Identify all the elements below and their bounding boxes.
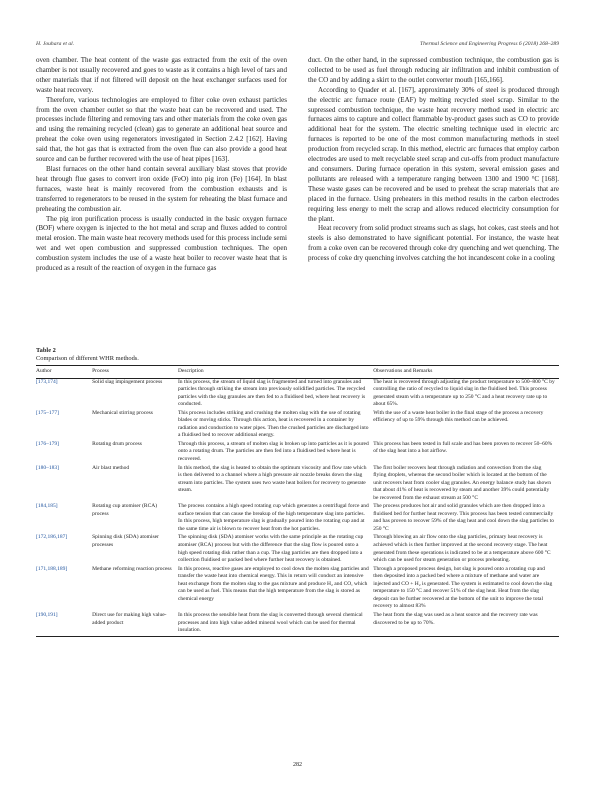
- remarks-cell: Through a proposed process design, hot slag is poured onto a rotating cup and then deposited into a packed bed where a mixture of methane and water are injected and CO + H₂ is generated. The system is estimated to cool down the slag temperature to 150 °C and recover 51% of the slag heat. Heat from the slag deposit can be further recovered at the bottom of the unit to improve the total recovery to almost 83%: [373, 565, 553, 610]
- table-caption: [36, 347, 139, 363]
- process-cell: Air blast method: [92, 464, 130, 471]
- process-cell: Solid slag impingement process: [92, 378, 163, 385]
- table-header-row: [36, 366, 559, 379]
- paragraph: Heat recovery from solid product streams such as slags, hot cokes, cast steels and hot steels is also demonstrated to have significant potential. For instance, the waste heat from a coke oven can be recovered through coke dry quenching and wet quenching. The process of coke dry quenching involves catching the hot incandescent coke in a cooling: [308, 224, 559, 263]
- description-cell: This process includes striking and crushing the molten slag with the use of rotating blades or moving sticks. Through this action, heat is recovered in a container by radiation and conduction to water pipes. Then the crushed particles are discharged into a fluidised bed to recover additional energy.: [177, 409, 369, 439]
- left-text-column: [36, 56, 287, 274]
- process-cell: Methane reforming reaction process: [92, 565, 172, 572]
- description-cell: The process contains a high speed rotating cup which generates a centrifugal force and surface tension that can cause the breakup of the high temperature slag into particles. In this process, high temperature slag is gradually poured into the rotating cup and at the same time air is blown to recover heat from the hot particles.: [177, 503, 369, 532]
- column-header-observations: Observations and Remarks: [373, 366, 559, 379]
- description-cell: In this method, the slag is heated to obtain the optimum viscosity and flow rate which is then delivered to a channel where a high pressure air nozzle breaks down the slag stream into particles. The system uses two waste heat boilers for recovery to generate steam.: [177, 464, 367, 494]
- author-ref-link[interactable]: [176–179]: [36, 440, 59, 447]
- remarks-cell: The process produces hot air and solid granules which are then dropped into a fluidised bed for further heat recovery. This process has been tested commercially and has proven to recover 59% of the slag heat and cool down the slag particles to 250 °C: [373, 503, 555, 532]
- remarks-cell: The heat from the slag was used as a heat source and the recovery rate was discovered to be up to 70%.: [373, 612, 559, 636]
- table-row: [36, 566, 559, 612]
- table-row: [36, 410, 559, 441]
- author-ref-link[interactable]: [180–183]: [36, 464, 59, 471]
- remarks-cell: This process has been tested in full scale and has been proven to recover 50–60% of the slag heat into a hot airflow.: [373, 440, 553, 455]
- process-cell: Rotating drum process: [92, 440, 142, 447]
- process-cell: Spinning disk (SDA) atomiser processes: [92, 534, 159, 549]
- author-ref-link[interactable]: [175–177]: [36, 409, 59, 416]
- description-cell: In this process, the stream of liquid slag is fragmented and turned into granules and particles through striking the stream into previously solidified particles. The recycled particles with the slag granules are then fed to a fluidised bed, where heat recovery is conducted.: [177, 378, 366, 408]
- whr-methods-table: [36, 365, 559, 637]
- remarks-cell: Through blowing an air flow onto the slag particles, primary heat recovery is achieved which is then further improved at the second recovery stage. The heat generated from these operations is indicated to be at a temperature above 600 °C which can be used for steam generation or process preheating.: [373, 534, 551, 564]
- process-cell: Direct use for making high value-added product: [92, 612, 178, 636]
- column-header-process: Process: [92, 366, 178, 379]
- description-cell: Through this process, a stream of molten slag is broken up into particles as it is poured onto a rotating drum. The particles are then fed into a fluidised bed where heat is recovered.: [177, 440, 369, 463]
- paragraph: Therefore, various technologies are employed to filter coke oven exhaust particles from the oven chamber outlet so that the waste heat can be recovered and used. The processes include filtering and removing tars and other materials from the coke oven gas and using the remaining recycled (clean) gas to generate an additional heat source and preheat the coke oven using regenerators investigated in Section 2.4.2 [162]. Having said that, the hot gas that is extracted from the oven flue can also provide a good heat source and can be further recovered with the use of heat pipes [163].: [36, 95, 287, 164]
- remarks-cell: With the use of a waste heat boiler in the final stage of the process a recovery efficiency of up to 59% through this method can be achieved.: [373, 409, 544, 424]
- paragraph: Blast furnaces on the other hand contain several auxiliary blast stoves that provide heat through flue gases to convert iron oxide (FeO) into pig iron (Fe) [164]. In blast furnaces, waste heat is mainly recovered from the combustion exhausts and is transferred to regenerators to be reused in the system for reheating the blast furnace and preheating the combustion air.: [36, 164, 287, 213]
- description-cell: The spinning disk (SDA) atomiser works with the same principle as the rotating cup atomiser (RCA) process but with the difference that the slag flow is poured onto a high speed rotating disk rather than a cup. The slag particles are then dropped into a collection fluidised or packed bed where further heat recovery is obtained.: [177, 534, 364, 564]
- right-text-column: [308, 56, 559, 264]
- description-cell: In this process the sensible heat from the slag is converted through several chemical processes and into high value added mineral wool which can be used for thermal insulation.: [178, 612, 373, 636]
- description-cell: In this process, reactive gases are employed to cool down the molten slag particles and transfer the waste heat into chemical energy. This in return will conduct an intensive heat exchange from the molten slag to the gas mixture and produce H₂ and CO, which can be used as fuel. This means that the high temperature from the slag is stored as chemical energy: [177, 565, 369, 602]
- page-number: 282: [293, 762, 302, 768]
- table-row: [36, 612, 559, 636]
- author-ref-link[interactable]: [190,191]: [36, 612, 92, 636]
- author-ref-link[interactable]: [172,186,187]: [36, 534, 68, 541]
- remarks-cell: The heat is recovered through adjusting the product temperature to 500–800 °C by controlling the ratio of recycled to liquid slag in the fluidised bed. This process generated steam with a temperature up to 250 °C and a heat recovery rate up to about 65%.: [373, 378, 555, 408]
- author-ref-link[interactable]: [184,185]: [36, 503, 58, 510]
- table-caption-text: Comparison of different WHR methods.: [36, 355, 139, 362]
- table-row: [36, 503, 559, 534]
- table-label: Table 2: [36, 347, 56, 354]
- paragraph: oven chamber. The heat content of the waste gas extracted from the exit of the oven chamber is not usually recovered and goes to waste as it contains a high level of tars and other materials that if not filtered will deposit on the heat exchanger surfaces used for waste heat recovery.: [36, 56, 287, 94]
- table-row: [36, 465, 559, 504]
- table-row: [36, 534, 559, 565]
- process-cell: Rotating cup atomiser (RCA) process: [92, 503, 158, 517]
- author-ref-link[interactable]: [171,188,189]: [36, 565, 68, 572]
- paragraph: The pig iron purification process is usually conducted in the basic oxygen furnace (BOF) where oxygen is injected to the hot metal and scrap and fluxes added to control metal erosion. The main waste heat recovery methods used for this process include semi wet and wet open combustion and suppressed combustion techniques. The open combustion system includes the use of a waste heat boiler to recover waste heat that is produced as a result of the reaction of oxygen in the furnace gas: [36, 214, 287, 273]
- paragraph: According to Quader et al. [167], approximately 30% of steel is produced through the electric arc furnace route (EAF) by melting recycled steel scrap. Similar to the supressed combustion technique, the waste heat recovery method used in electric arc furnaces aims to capture and collect flammable by-product gases such as CO to provide additional heat for the system. The electric smelting technique used in electric arc furnaces is reported to be one of the most common manufacturing methods in steel production from recycled scrap. In this method, electric arc furnaces that employ carbon electrodes are used to melt recyclable steel scrap and cut-offs from product manufacture and consumers. During furnace operation in this system, several emission gases and pollutants are released with a temperature ranging between 1300 and 1900 °C [168]. These waste gases can be recovered and be used to preheat the scrap materials that are placed in the furnace. Using preheaters in this method results in the carbon electrodes requiring less energy to melt the scrap and allows reduced electricity consumption for the plant.: [308, 85, 559, 223]
- table-row: [36, 378, 559, 410]
- author-ref-link[interactable]: [173,174]: [36, 378, 58, 385]
- paragraph: duct. On the other hand, in the supressed combustion technique, the combustion gas is collected to be used as fuel through reducing air infiltration and inhibit combustion of the CO and by adding a skirt to the outlet converter mouth [165,166].: [308, 56, 559, 84]
- header-journal: Thermal Science and Engineering Progress 6 (2018) 268–289: [420, 41, 559, 47]
- remarks-cell: The first boiler recovers heat through radiation and convection from the slag flying droplets, whereas the second boiler which is located at the bottom of the unit recovers heat from cooler slag granules. An energy balance study has shown that about 41% of heat is recovered by steam and another 39% could potentially be recovered from the exhaust stream at 500 °C: [373, 464, 552, 501]
- table-row: [36, 441, 559, 465]
- column-header-author: Author: [36, 366, 92, 379]
- column-header-description: Description: [178, 366, 373, 379]
- header-authors: H. Jouhara et al.: [36, 41, 75, 47]
- process-cell: Mechanical stirring process: [92, 409, 153, 416]
